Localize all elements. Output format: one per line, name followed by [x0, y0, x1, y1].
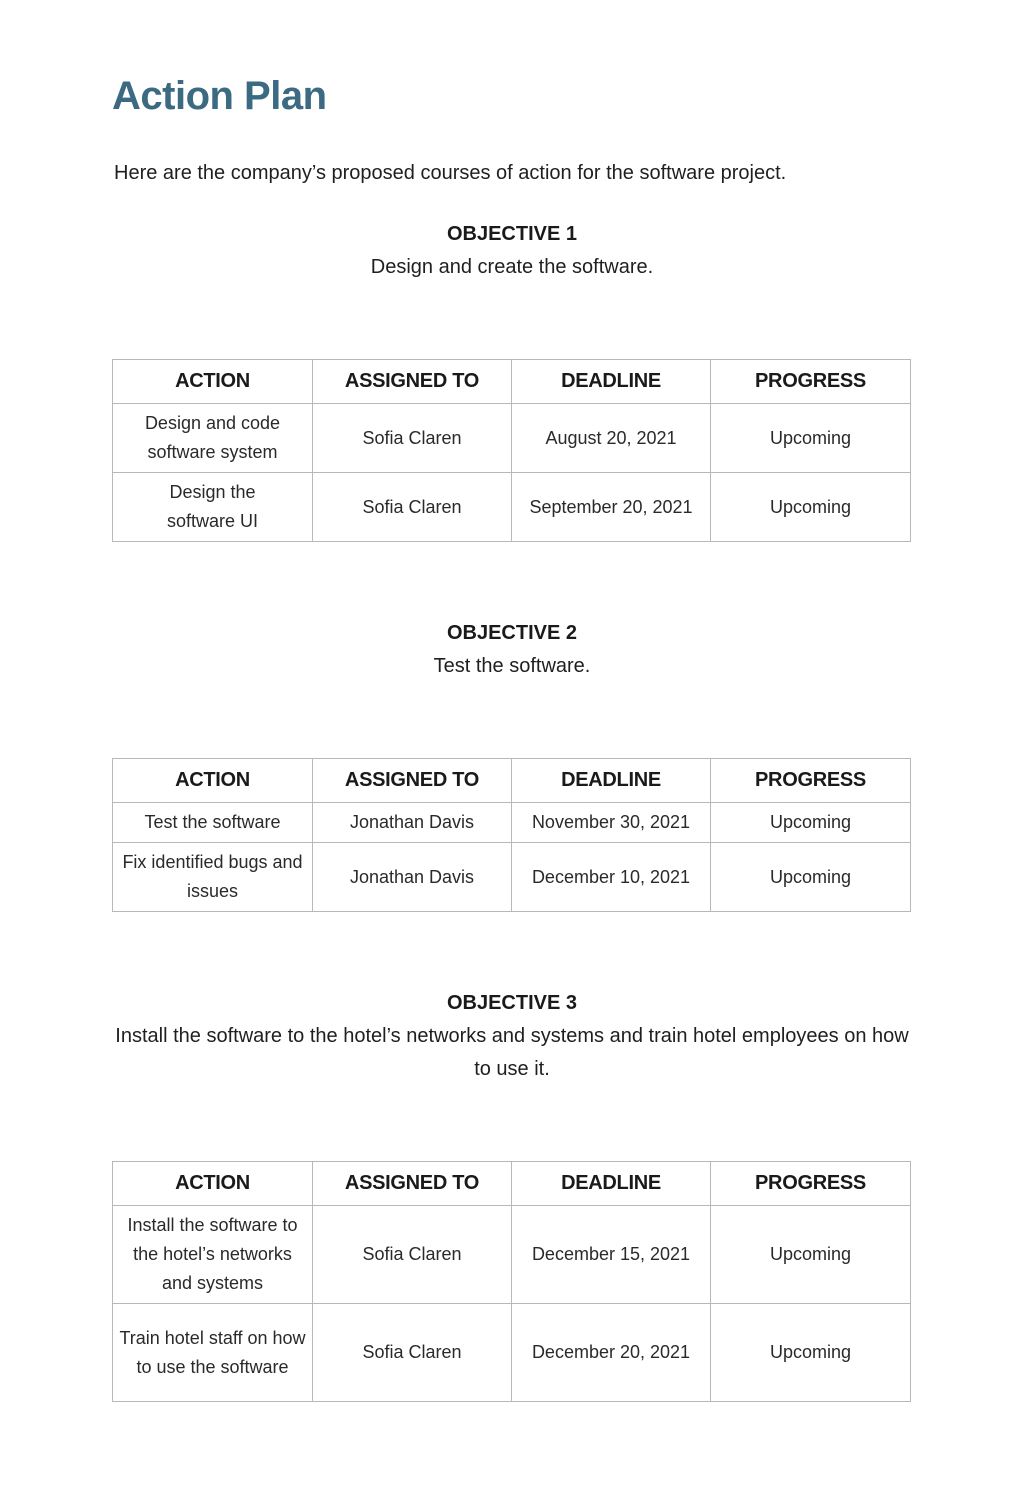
cell-assigned-to: Sofia Claren: [313, 404, 512, 473]
header-deadline: DEADLINE: [512, 1162, 711, 1206]
cell-deadline: November 30, 2021: [512, 803, 711, 843]
table-header-row: [113, 759, 911, 803]
objective-1-table: [112, 359, 911, 542]
header-action: ACTION: [113, 1162, 313, 1206]
header-progress: PROGRESS: [711, 360, 911, 404]
cell-action: Design and code software system: [113, 404, 313, 473]
cell-action: Install the software to the hotel’s networks and systems: [113, 1206, 313, 1304]
header-assigned-to: ASSIGNED TO: [313, 360, 512, 404]
table-row: [113, 473, 911, 542]
table-row: [113, 1304, 911, 1402]
cell-progress: Upcoming: [711, 404, 911, 473]
cell-deadline: December 10, 2021: [512, 843, 711, 912]
cell-progress: Upcoming: [711, 1304, 911, 1402]
header-assigned-to: ASSIGNED TO: [313, 1162, 512, 1206]
table-row: [113, 803, 911, 843]
intro-paragraph: Here are the company’s proposed courses of action for the software project.: [114, 162, 787, 184]
cell-action: Test the software: [113, 803, 313, 843]
cell-deadline: August 20, 2021: [512, 404, 711, 473]
cell-action: Train hotel staff on how to use the software: [113, 1304, 313, 1402]
cell-assigned-to: Sofia Claren: [313, 1206, 512, 1304]
header-progress: PROGRESS: [711, 759, 911, 803]
objective-1: [112, 219, 912, 284]
table-row: [113, 843, 911, 912]
header-action: ACTION: [113, 759, 313, 803]
cell-deadline: December 20, 2021: [512, 1304, 711, 1402]
cell-deadline: September 20, 2021: [512, 473, 711, 542]
cell-deadline: December 15, 2021: [512, 1206, 711, 1304]
table-header-row: [113, 1162, 911, 1206]
cell-action: Design the software UI: [113, 473, 313, 542]
table-row: [113, 404, 911, 473]
objective-heading: OBJECTIVE 2: [446, 622, 578, 644]
cell-assigned-to: Jonathan Davis: [313, 803, 512, 843]
header-progress: PROGRESS: [711, 1162, 911, 1206]
page-title: Action Plan: [112, 74, 327, 118]
table-header-row: [113, 360, 911, 404]
header-action: ACTION: [113, 360, 313, 404]
cell-assigned-to: Jonathan Davis: [313, 843, 512, 912]
objective-description: Test the software.: [433, 655, 591, 677]
cell-progress: Upcoming: [711, 1206, 911, 1304]
objective-3-table: [112, 1161, 911, 1402]
objective-description: Install the software to the hotel’s networks and systems and train hotel employees on how to use it.: [115, 1025, 909, 1080]
objective-description: Design and create the software.: [370, 256, 654, 278]
objective-2: [112, 618, 912, 683]
cell-progress: Upcoming: [711, 803, 911, 843]
cell-progress: Upcoming: [711, 473, 911, 542]
objective-heading: OBJECTIVE 3: [446, 992, 578, 1014]
header-deadline: DEADLINE: [512, 759, 711, 803]
header-assigned-to: ASSIGNED TO: [313, 759, 512, 803]
objective-3: [112, 988, 912, 1086]
objective-2-table: [112, 758, 911, 912]
objective-heading: OBJECTIVE 1: [446, 223, 578, 245]
table-row: [113, 1206, 911, 1304]
header-deadline: DEADLINE: [512, 360, 711, 404]
cell-assigned-to: Sofia Claren: [313, 1304, 512, 1402]
cell-action: Fix identified bugs and issues: [113, 843, 313, 912]
cell-assigned-to: Sofia Claren: [313, 473, 512, 542]
cell-progress: Upcoming: [711, 843, 911, 912]
